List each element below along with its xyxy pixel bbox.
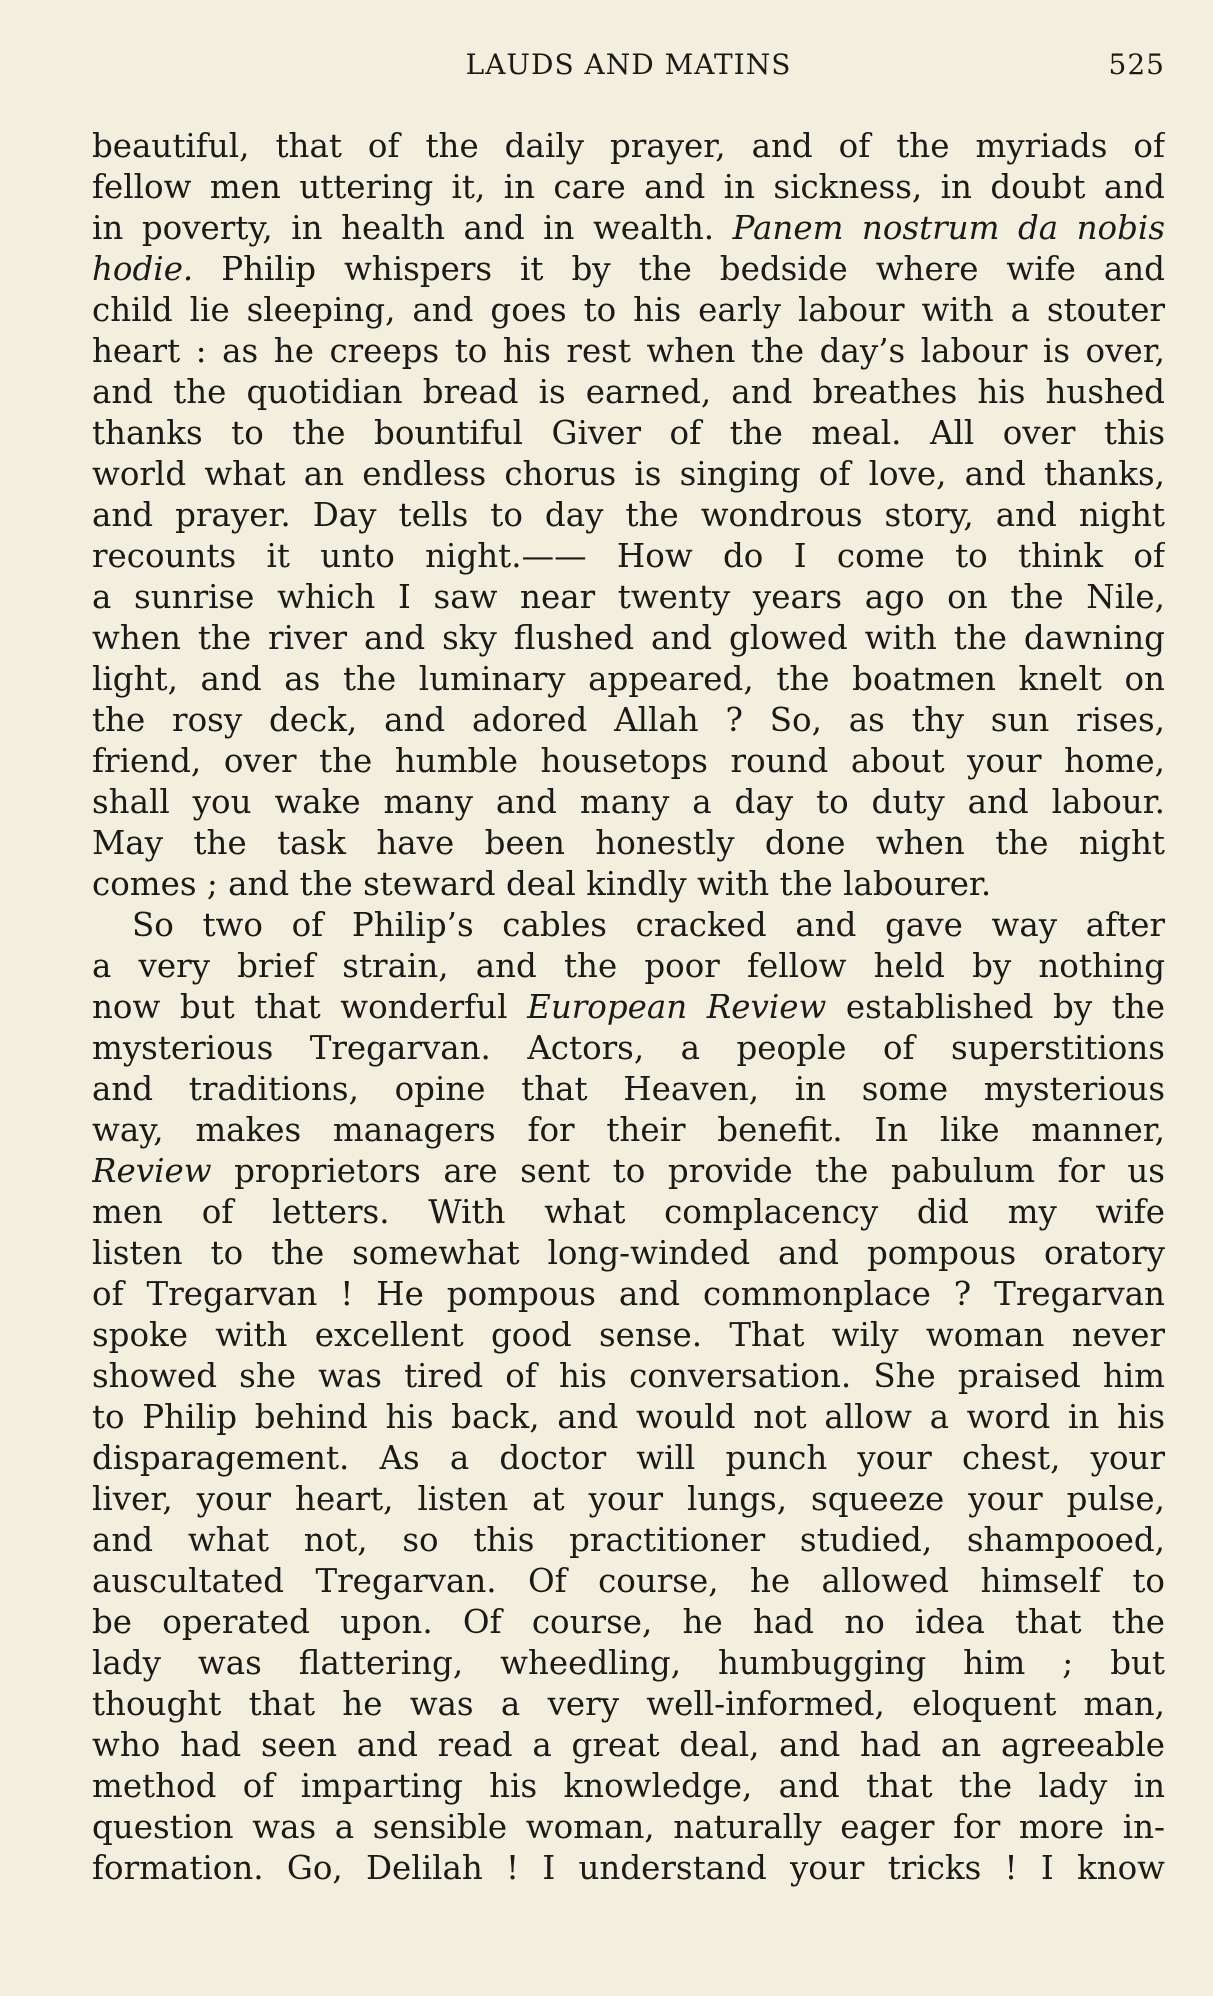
running-head xyxy=(92,48,1165,88)
text-line xyxy=(92,1725,1165,1766)
text-span: Philip whispers it by the bedside where wife and xyxy=(193,250,1165,288)
text-span: question was a sensible woman, naturally eager for more in- xyxy=(92,1808,1165,1846)
text-line xyxy=(92,823,1165,864)
text-line xyxy=(92,618,1165,659)
text-span: established by the xyxy=(826,988,1165,1026)
text-line xyxy=(92,495,1165,536)
text-line xyxy=(92,1479,1165,1520)
text-span: proprietors are sent to provide the pabulum for us xyxy=(211,1152,1165,1190)
text-line xyxy=(92,1643,1165,1684)
text-span: way, makes managers for their benefit. In like manner, xyxy=(92,1111,1165,1149)
text-span: child lie sleeping, and goes to his early labour with a stouter xyxy=(92,291,1165,329)
text-span: and what not, so this practitioner studied, shampooed, xyxy=(92,1521,1165,1559)
text-line xyxy=(92,987,1165,1028)
text-line xyxy=(92,659,1165,700)
text-span: light, and as the luminary appeared, the boatmen knelt on xyxy=(92,660,1165,698)
italic-text: Review xyxy=(92,1152,212,1190)
text-span: formation. Go, Delilah ! I understand your tricks ! I know xyxy=(92,1849,1165,1887)
text-span: method of imparting his knowledge, and that the lady in xyxy=(92,1767,1165,1805)
text-span: thought that he was a very well-informed, eloquent man, xyxy=(92,1685,1165,1723)
text-span: and prayer. Day tells to day the wondrous story, and night xyxy=(92,496,1165,534)
text-line xyxy=(92,413,1165,454)
text-span: when the river and sky flushed and glowed with the dawning xyxy=(92,619,1165,657)
text-span: the rosy deck, and adored Allah ? So, as thy sun rises, xyxy=(92,701,1165,739)
text-line xyxy=(92,1192,1165,1233)
text-span: a very brief strain, and the poor fellow held by nothing xyxy=(92,947,1165,985)
text-line xyxy=(92,1315,1165,1356)
page-number: 525 xyxy=(1108,48,1165,81)
text-line xyxy=(92,1356,1165,1397)
text-line xyxy=(92,1438,1165,1479)
text-span: May the task have been honestly done when the night xyxy=(92,824,1165,862)
text-span: auscultated Tregarvan. Of course, he allowed himself to xyxy=(92,1562,1165,1600)
text-line xyxy=(92,1069,1165,1110)
text-line xyxy=(92,1848,1165,1889)
italic-text: hodie. xyxy=(92,250,194,288)
text-span: lady was flattering, wheedling, humbugging him ; but xyxy=(92,1644,1165,1682)
text-line xyxy=(92,741,1165,782)
text-span: showed she was tired of his conversation. She praised him xyxy=(92,1357,1165,1395)
text-line xyxy=(92,249,1165,290)
text-line xyxy=(92,1561,1165,1602)
text-line xyxy=(92,208,1165,249)
text-span: thanks to the bountiful Giver of the meal. All over this xyxy=(92,414,1165,452)
text-line xyxy=(92,372,1165,413)
text-line xyxy=(92,290,1165,331)
body-text xyxy=(92,126,1165,1889)
text-line xyxy=(92,1520,1165,1561)
text-span: heart : as he creeps to his rest when the day’s labour is over, xyxy=(92,332,1165,370)
text-span: mysterious Tregarvan. Actors, a people of superstitions xyxy=(92,1029,1165,1067)
text-line xyxy=(92,1807,1165,1848)
text-line xyxy=(92,1397,1165,1438)
text-span: to Philip behind his back, and would not allow a word in his xyxy=(92,1398,1165,1436)
text-line xyxy=(92,331,1165,372)
text-line xyxy=(92,905,1165,946)
text-line xyxy=(92,1274,1165,1315)
text-line xyxy=(92,1028,1165,1069)
text-span: recounts it unto night.—— How do I come to think of xyxy=(92,537,1165,575)
text-line xyxy=(92,1684,1165,1725)
italic-text: European Review xyxy=(527,988,827,1026)
text-line xyxy=(92,864,1165,905)
text-line xyxy=(92,782,1165,823)
text-line xyxy=(92,1233,1165,1274)
text-line xyxy=(92,700,1165,741)
text-span: comes ; and the steward deal kindly with the labourer. xyxy=(92,865,992,903)
text-line xyxy=(92,126,1165,167)
text-span: now but that wonderful xyxy=(92,988,528,1026)
text-span: a sunrise which I saw near twenty years ago on the Nile, xyxy=(92,578,1165,616)
text-span: be operated upon. Of course, he had no idea that the xyxy=(92,1603,1165,1641)
text-line xyxy=(92,1151,1165,1192)
text-span: world what an endless chorus is singing of love, and thanks, xyxy=(92,455,1165,493)
text-span: fellow men uttering it, in care and in sickness, in doubt and xyxy=(92,168,1165,206)
text-line xyxy=(92,536,1165,577)
text-span: men of letters. With what complacency did my wife xyxy=(92,1193,1165,1231)
text-span: shall you wake many and many a day to duty and labour. xyxy=(92,783,1165,821)
text-span: So two of Philip’s cables cracked and gave way after xyxy=(132,906,1165,944)
text-span: disparagement. As a doctor will punch your chest, your xyxy=(92,1439,1165,1477)
text-span: listen to the somewhat long-winded and pompous oratory xyxy=(92,1234,1165,1272)
text-line xyxy=(92,946,1165,987)
text-line xyxy=(92,454,1165,495)
text-span: spoke with excellent good sense. That wily woman never xyxy=(92,1316,1165,1354)
text-span: beautiful, that of the daily prayer, and of the myriads of xyxy=(92,127,1165,165)
text-line xyxy=(92,1110,1165,1151)
text-span: of Tregarvan ! He pompous and commonplace ? Tregarvan xyxy=(92,1275,1165,1313)
text-line xyxy=(92,1602,1165,1643)
text-span: and traditions, opine that Heaven, in some mysterious xyxy=(92,1070,1165,1108)
text-span: and the quotidian bread is earned, and breathes his hushed xyxy=(92,373,1165,411)
text-line xyxy=(92,577,1165,618)
text-line xyxy=(92,167,1165,208)
text-span: liver, your heart, listen at your lungs, squeeze your pulse, xyxy=(92,1480,1165,1518)
text-span: in poverty, in health and in wealth. xyxy=(92,209,733,247)
text-span: who had seen and read a great deal, and had an agreeable xyxy=(92,1726,1165,1764)
text-line xyxy=(92,1766,1165,1807)
text-span: friend, over the humble housetops round about your home, xyxy=(92,742,1165,780)
italic-text: Panem nostrum da nobis xyxy=(732,209,1165,247)
running-head-title: LAUDS AND MATINS xyxy=(465,48,792,81)
